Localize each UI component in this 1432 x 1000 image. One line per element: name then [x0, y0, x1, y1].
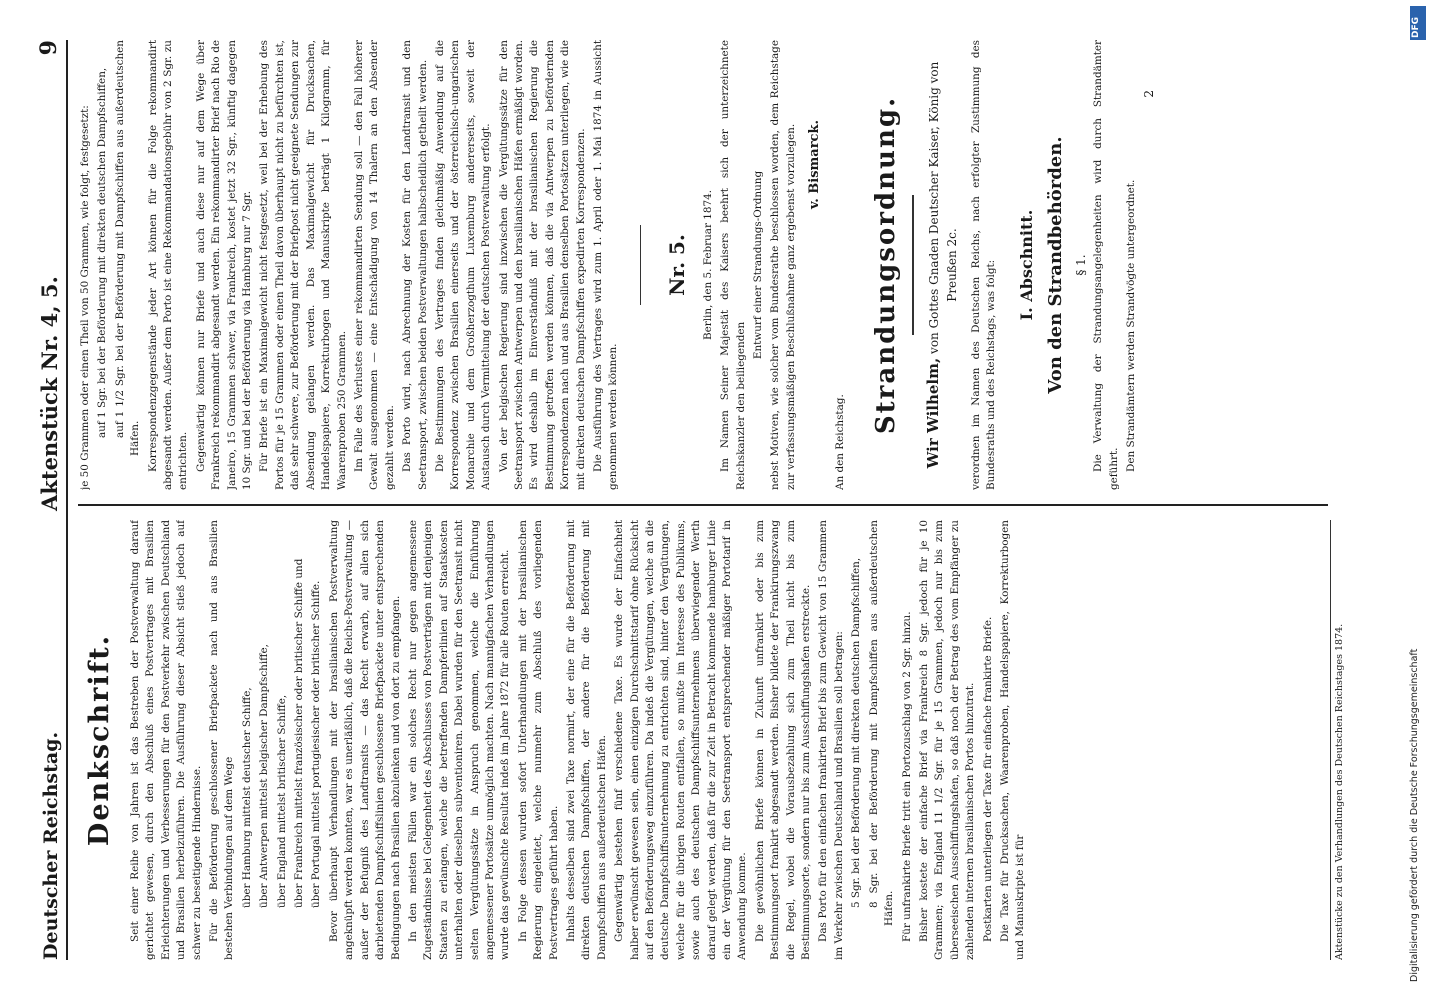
- header-center: Aktenstück Nr. 4, 5.: [37, 276, 62, 511]
- section-subheading: Von den Strandbehörden.: [1044, 136, 1066, 394]
- digitization-notice-text: Digitalisierung gefördert durch die Deutsche Forschungsgemeinschaft: [1409, 648, 1420, 982]
- route-list: [240, 520, 325, 960]
- paragraph: Korrespondenzgegenstände jeder Art können für die Folge rekommandirt abgesandt werden. Außer dem Porto ist eine Rekommandationsgebühr von 2 Sgr. zu entrichten.: [146, 40, 190, 490]
- paragraph: In den meisten Fällen war ein solches Recht nur gegen angemessene Zugeständnisse bei Gelegenheit des Abschlusses von Postverträgen mit denjenigen Staaten zu erlangen, welche die betreffenden Dampferlinien auf Staatskosten unterhalten oder dieselben subventioniren. Dabei wurden für den Seetransit nicht selten Vergütungssätze in Anspruch genommen, welche die Einführung angemessener Portosätze unmöglich machten. Nach mannigfachen Verhandlungen wurde das gewünschte Resultat indeß im Jahre 1872 für alle Routen erreicht.: [406, 520, 512, 960]
- paragraph: Für die Beförderung geschlossener Briefpackete nach und aus Brasilien bestehen Verbindungen auf dem Wege: [208, 520, 236, 960]
- paragraph: Im Falle des Verlustes einer rekommandirten Sendung soll — den Fall höherer Gewalt ausgenommen — eine Entschädigung von 14 Thalern an den Absender gezahlt werden.: [352, 40, 396, 490]
- list-item: auf 1 Sgr. bei der Beförderung mit direkten deutschen Dampfschiffen,: [96, 67, 109, 438]
- paragraph: Inhalts desselben sind zwei Taxe normirt, der eine für die Beförderung mit direkten deutschen Dampfschiffen, der andere für die Beförderung mit Dampfschiffen aus außerdeutschen Häfen.: [564, 520, 608, 960]
- paragraph: nebst Motiven, wie solcher vom Bundesrathe beschlossen worden, dem Reichstage zur verfassungsmäßigen Beschlußnahme ganz ergebenst vorzulegen.: [769, 40, 797, 490]
- list-item: über Frankreich mittelst französischer oder britischer Schiffe und: [293, 558, 306, 908]
- paragraph: Postkarten unterliegen der Taxe für einfache frankirte Briefe.: [981, 616, 994, 942]
- paragraph-sign: § 1.: [1073, 254, 1088, 276]
- column-divider: [78, 504, 1328, 506]
- denkschrift-title: Denkschrift.: [84, 633, 115, 847]
- list-item: über England mittelst britischer Schiffe,: [275, 694, 288, 908]
- paragraph: Im Namen Seiner Majestät des Kaisers beehrt sich der unterzeichnete Reichskanzler den beiliegenden: [719, 40, 747, 490]
- list-item: über Portugal mittelst portugiesischer oder britischer Schiffe.: [310, 580, 323, 908]
- paragraph: Das Porto für den einfachen frankirten Brief bis zum Gewicht von 15 Grammen im Verkehr zwischen Deutschland und Brasilien soll betragen:: [817, 520, 845, 960]
- paragraph: Seit einer Reihe von Jahren ist das Bestreben der Postverwaltung darauf gerichtet gewesen, durch den Abschluß eines Postvertrages mit Brasilien Erleichterungen und Verbesserungen für den Postverkehr zwischen Deutschland und Brasilien herbeizuführen. Die Ausführung dieser Absicht stieß jedoch auf schwer zu beseitigende Hindernisse.: [129, 520, 203, 960]
- paragraph: Für Briefe ist ein Maximalgewicht nicht festgesetzt, weil bei der Erhebung des Portos für je 15 Grammen oder einen Theil davon überhaupt nicht zu befürchten ist, daß sehr schwere, zur Beförderung mit der Briefpost nicht geeignete Sendungen zur Absendung gelangen werden. Das Maximalgewicht für Drucksachen, Handelspapiere, Korrekturbogen und Manuskripte beträgt 1 Kilogramm, für Waarenproben 250 Grammen.: [258, 40, 348, 490]
- paragraph: Die gewöhnlichen Briefe können in Zukunft unfrankirt oder bis zum Bestimmungsort frankirt abgesandt werden. Bisher bildete der Frankirungszwang die Regel, wobei die Vorausbezahlung sich zum Theil nicht bis zum Bestimmungsorte, sondern nur bis zum Ausschiffungshafen erstreckte.: [753, 520, 813, 960]
- paragraph: Bisher kostete der einfache Brief via Frankreich 8 Sgr. jedoch für je 10 Grammen; via England 11 1/2 Sgr. für je 15 Grammen, jedoch nur bis zum überseeischen Ausschiffungshafen, so daß noch der Betrag des vom Empfänger zu zahlenden internen brasilianischen Portos hinzutrat.: [917, 520, 977, 960]
- paragraph: Für unfrankirte Briefe tritt ein Portozuschlag von 2 Sgr. hinzu.: [900, 611, 913, 942]
- section-heading: I. Abschnitt.: [1016, 209, 1036, 321]
- list-item: über Antwerpen mittelst belgischer Dampfschiffe,: [258, 644, 271, 908]
- paragraph: Von der belgischen Regierung sind inzwischen die Vergütungssätze für den Seetransport zwischen Antwerpen und den brasilianischen Häfen ermäßigt worden. Es wird deshalb im Einverständniß mit der brasilianischen Regierung die Bestimmung getroffen werden können, daß die via Antwerpen zu befördernden Korrespondenzen nach und aus Brasilien denselben Portosätzen unterliegen, wie die mit direkten deutschen Dampfschiffen expedirten Korrespondenzen.: [497, 40, 587, 490]
- date-line: Berlin, den 5. Februar 1874.: [701, 189, 714, 341]
- page-number: 9: [36, 40, 62, 56]
- page-footnote: Aktenstücke zu den Verhandlungen des Deutschen Reichstages 1874.: [1330, 520, 1345, 960]
- digitization-notice: [1405, 6, 1431, 996]
- enacting-formula: [924, 40, 961, 490]
- bill-title: Entwurf einer Strandungs-Ordnung: [752, 170, 765, 360]
- rate-list: [849, 520, 897, 960]
- paragraph: verordnen im Namen des Deutschen Reichs, nach erfolgter Zustimmung des Bundesraths und des Reichstags, was folgt:: [970, 40, 998, 490]
- emperor-title: von Gottes Gnaden Deutscher Kaiser, König von Preußen 2c.: [927, 61, 960, 354]
- emperor-name: Wir Wilhelm,: [924, 357, 943, 469]
- list-item: auf 1 1/2 Sgr. bei der Beförderung mit Dampfschiffen aus außerdeutschen Häfen.: [113, 40, 142, 456]
- paragraph: Den Strandämtern werden Strandvögte untergeordnet.: [1125, 179, 1138, 472]
- list-item: über Hamburg mittelst deutscher Schiffe,: [240, 687, 253, 908]
- title-rule: [912, 195, 914, 335]
- rate-list: [95, 40, 143, 490]
- header-left: Deutscher Reichstag.: [40, 731, 62, 960]
- dfg-logo-text: DFG: [1411, 16, 1421, 38]
- paragraph: Gegenwärtig können nur Briefe und auch diese nur auf dem Wege über Frankreich rekommandirt abgesandt werden. Ein rekommandirter Brief nach Rio de Janeiro, 15 Grammen schwer, via Frankreich, kostet jetzt 32 Sgr., künftig dagegen 10 Sgr. und bei der Beförderung via Hamburg nur 7 Sgr.: [194, 40, 254, 490]
- right-column: [78, 40, 1328, 490]
- paragraph: In Folge dessen wurden sofort Unterhandlungen mit der brasilianischen Regierung eingeleitet, welche nunmehr zum Abschluß des vorliegenden Postvertrages geführt haben.: [516, 520, 560, 960]
- addressee: An den Reichstag.: [833, 394, 846, 490]
- paragraph: Die Ausführung des Vertrages wird zum 1. April oder 1. Mai 1874 in Aussicht genommen werden können.: [592, 40, 620, 490]
- paragraph: Die Taxe für Drucksachen, Waarenproben, Handelspapiere, Korrekturbogen und Manuskripte ist für: [998, 520, 1027, 960]
- paragraph: je 50 Grammen oder einen Theil von 50 Grammen, wie folgt, festgesetzt:: [79, 105, 91, 490]
- left-column: [78, 520, 1328, 960]
- separator-rule: [640, 225, 641, 305]
- paragraph: Das Porto wird, nach Abrechnung der Kosten für den Landtransit und den Seetransport, zwischen beiden Postverwaltungen halbscheidlich getheilt werden.: [401, 40, 429, 490]
- strandungsordnung-title: Strandungsordnung.: [871, 95, 902, 435]
- paragraph: Gegenwärtig bestehen fünf verschiedene Taxe. Es wurde der Einfachheit halber erwünscht gewesen sein, einen einzigen Durchschnittstarif ohne Rücksicht auf den Beförderungsweg einzuführen. Da indeß die Vergütungen, welche an die deutsche Dampfschiffsunternehmung zu entrichten sind, hinter den Vergütungen, welche für die übrigen Routen entfallen, so mußte im Interesse des Publikums, sowie auch des deutschen Dampfschiffsunternehmens überwiegender Werth darauf gelegt werden, daß für die zur Zeit in Betracht kommende hamburger Linie ein der Vergütung für den Seetransport entsprechender mäßiger Portotarif in Anwendung komme.: [613, 520, 749, 960]
- paragraph: Die Verwaltung der Strandungsangelegenheiten wird durch Strandämter geführt.: [1092, 40, 1120, 490]
- list-item: 5 Sgr. bei der Beförderung mit direkten deutschen Dampfschiffen,: [850, 557, 863, 908]
- signature: v. Bismarck.: [807, 120, 823, 210]
- page-header: [22, 40, 68, 960]
- section-number: Nr. 5.: [664, 234, 689, 296]
- list-item: 8 Sgr. bei der Beförderung mit Dampfschiffen aus außerdeutschen Häfen.: [867, 520, 896, 926]
- signature-mark: 2: [1141, 90, 1156, 98]
- paragraph: Bevor überhaupt Verhandlungen mit der brasilianischen Postverwaltung angeknüpft werden konnten, war es unerläßlich, daß die Reichs-Postverwaltung — außer der Befugniß des Landtransits — das Recht erwarb, auf allen sich darbietenden Dampfschiffslinien geschlossene Briefpackete unter entsprechenden Bedingungen nach Brasilien abzulenken und von dort zu empfangen.: [327, 520, 402, 960]
- paragraph: Die Bestimmungen des Vertrages finden gleichmäßig Anwendung auf die Korrespondenz zwischen Brasilien einerseits und der österreichisch-ungarischen Monarchie und dem Großherzogthum Luxemburg andererseits, soweit der Austausch durch Vermittelung der deutschen Postverwaltung erfolgt.: [433, 40, 493, 490]
